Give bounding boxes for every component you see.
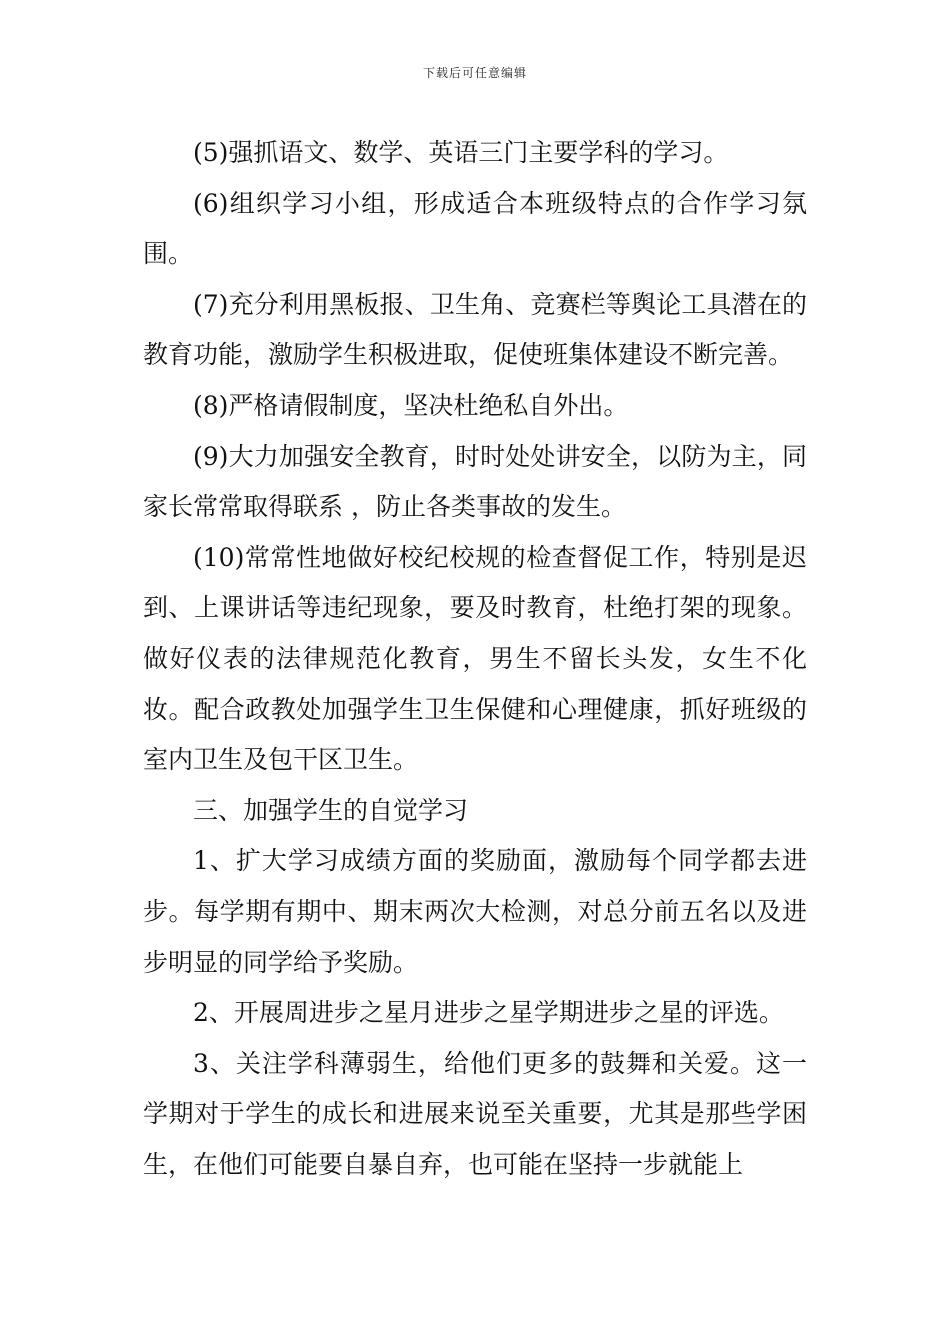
document-body (143, 128, 807, 1190)
paragraph-item-8: (8)严格请假制度，坚决杜绝私自外出。 (193, 390, 629, 420)
paragraph-item-7: (7)充分利用黑板报、卫生角、竞赛栏等舆论工具潜在的教育功能，激励学生积极进取，促使班集体建设不断完善。 (143, 289, 807, 370)
paragraph-item-5: (5)强抓语文、数学、英语三门主要学科的学习。 (193, 138, 729, 167)
section-heading: 三、加强学生的自觉学习 (193, 795, 469, 825)
paragraph-item-6: (6)组织学习小组，形成适合本班级特点的合作学习氛围。 (143, 188, 807, 269)
paragraph-item-9: (9)大力加强安全教育，时时处处讲安全，以防为主，同家长常常取得联系 ，防止各类事故的发生。 (143, 441, 807, 522)
page-header-note: 下载后可任意编辑 (422, 66, 527, 80)
paragraph-point-3: 3、关注学科薄弱生，给他们更多的鼓舞和关爱。这一学期对于学生的成长和进展来说至关重要，尤其是那些学困生，在他们可能要自暴自弃，也可能在坚持一步就能上 (143, 1048, 807, 1179)
paragraph-point-2: 2、开展周进步之星月进步之星学期进步之星的评选。 (193, 998, 784, 1028)
paragraph-item-10: (10)常常性地做好校纪校规的检查督促工作，特别是迟到、上课讲话等违纪现象，要及时教育，杜绝打架的现象。做好仪表的法律规范化教育，男生不留长头发，女生不化妆。配合政教处加强学生卫生保健和心理健康，抓好班级的室内卫生及包干区卫生。 (143, 542, 807, 775)
paragraph-point-1: 1、扩大学习成绩方面的奖励面，激励每个同学都去进步。每学期有期中、期末两次大检测，对总分前五名以及进步明显的同学给予奖励。 (143, 846, 807, 977)
